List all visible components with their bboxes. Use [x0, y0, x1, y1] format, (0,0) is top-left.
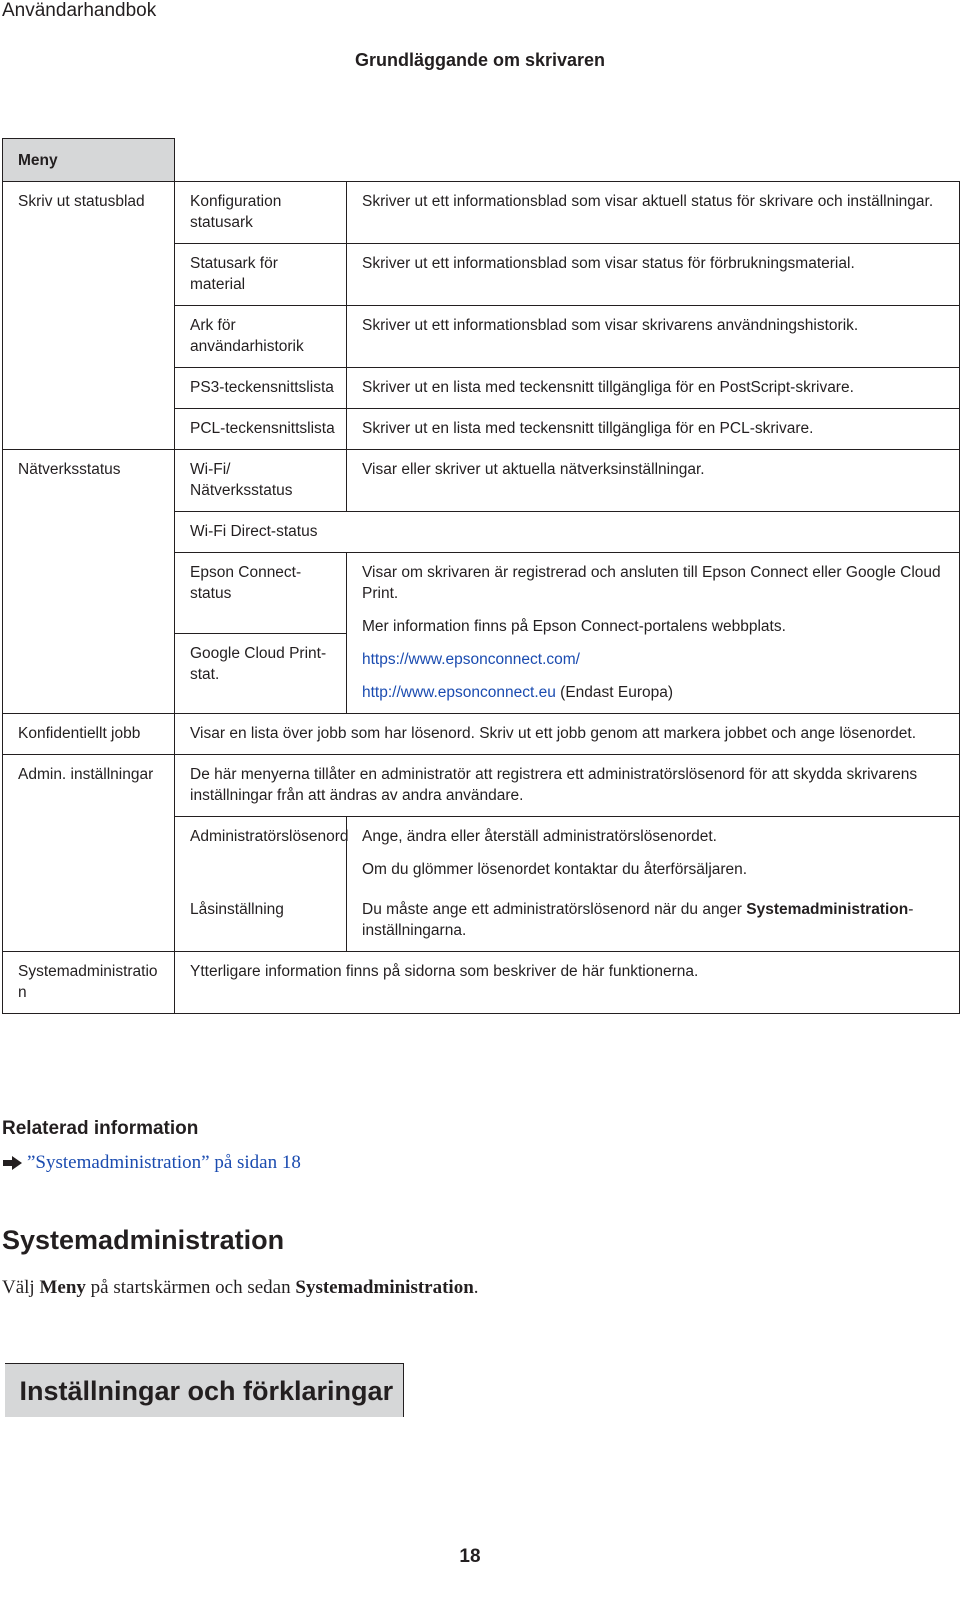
- instr-text-1: Välj: [2, 1277, 40, 1298]
- desc-wifi-status: Visar eller skriver ut aktuella nätverksinställningar.: [347, 450, 960, 512]
- section-title: Grundläggande om skrivaren: [354, 50, 606, 70]
- desc-material-sheet: Skriver ut ett informationsblad som visar status för förbrukningsmaterial.: [347, 244, 960, 306]
- menu-admin-settings: Admin. inställningar: [3, 755, 175, 952]
- menu-network-status: Nätverksstatus: [3, 450, 175, 714]
- arrow-right-icon: [2, 1155, 24, 1171]
- running-title: Användarhandbok: [2, 0, 157, 21]
- item-wifi-direct: Wi-Fi Direct-status: [175, 512, 960, 553]
- instr-text-2: på startskärmen och sedan: [85, 1277, 296, 1298]
- item-google-cloud: Google Cloud Print-stat.: [175, 633, 347, 714]
- item-pcl-fonts: PCL-teckensnittslista: [175, 409, 347, 450]
- desc-confidential-job: Visar en lista över jobb som har lösenord. Skriv ut ett jobb genom att markera jobbet och ange lösenordet.: [175, 714, 960, 755]
- item-config-sheet: Konfiguration statusark: [175, 182, 347, 244]
- admin-password-desc-2: Om du glömmer lösenordet kontaktar du återförsäljaren.: [362, 861, 748, 878]
- item-material-sheet: Statusark för material: [175, 244, 347, 306]
- instr-text-3: .: [473, 1277, 479, 1298]
- system-admin-heading: Systemadministration: [2, 1225, 285, 1255]
- table-row: [3, 952, 960, 1014]
- menu-confidential-job: Konfidentiellt jobb: [3, 714, 175, 755]
- desc-system-admin: Ytterligare information finns på sidorna som beskriver de här funktionerna.: [175, 952, 960, 1014]
- system-admin-instructions: [2, 1276, 479, 1300]
- item-admin-password: Administratörslösenord: [175, 817, 347, 891]
- menu-status-sheet: Skriv ut statusblad: [3, 182, 175, 450]
- item-lock-setting: Låsinställning: [190, 901, 284, 918]
- related-info-title: Relaterad information: [2, 1118, 199, 1139]
- item-epson-connect: Epson Connect-status: [175, 553, 347, 634]
- lock-desc-text: Du måste ange ett administratörslösenord när du anger: [362, 901, 747, 918]
- desc-epson-connect: [347, 553, 960, 714]
- lock-desc-bold: Systemadministration: [746, 901, 909, 918]
- instr-bold-sysadmin: Systemadministration: [295, 1277, 474, 1298]
- desc-pcl-fonts: Skriver ut en lista med teckensnitt tillgängliga för en PCL-skrivare.: [347, 409, 960, 450]
- table-row: [3, 450, 960, 512]
- desc-admin-password: [347, 817, 960, 891]
- desc-ps3-fonts: Skriver ut en lista med teckensnitt tillgängliga för en PostScript-skrivare.: [347, 368, 960, 409]
- item-wifi-status: Wi-Fi/ Nätverksstatus: [175, 450, 347, 512]
- item-ps3-fonts: PS3-teckensnittslista: [175, 368, 347, 409]
- epson-connect-desc: Visar om skrivaren är registrerad och ansluten till Epson Connect eller Google Cloud Print.: [362, 564, 941, 602]
- related-link-text[interactable]: ”Systemadministration” på sidan 18: [27, 1152, 301, 1173]
- menu-system-admin: Systemadministration: [3, 952, 175, 1014]
- desc-admin-settings: De här menyerna tillåter en administratör att registrera ett administratörslösenord för att skydda skrivarens inställningar från att ändras av andra användare.: [175, 755, 960, 817]
- header-menu: Meny: [3, 139, 175, 182]
- page-number: 18: [459, 1546, 481, 1567]
- more-info-text: Mer information finns på Epson Connect-portalens webbplats.: [362, 618, 786, 635]
- header-settings: Inställningar och förklaringar: [5, 1363, 405, 1417]
- item-history-sheet: Ark för användarhistorik: [175, 306, 347, 368]
- related-link[interactable]: [2, 1151, 301, 1175]
- admin-password-desc-1: Ange, ändra eller återställ administratörslösenordet.: [362, 828, 717, 845]
- desc-lock-setting: [347, 890, 960, 952]
- table-row: [3, 182, 960, 244]
- europe-only-note: (Endast Europa): [555, 684, 674, 701]
- desc-config-sheet: Skriver ut ett informationsblad som visar aktuell status för skrivare och inställningar.: [347, 182, 960, 244]
- desc-history-sheet: Skriver ut ett informationsblad som visar skrivarens användningshistorik.: [347, 306, 960, 368]
- epsonconnect-eu-link[interactable]: http://www.epsonconnect.eu: [362, 684, 556, 701]
- lock-desc-suffix: -inställningarna.: [362, 901, 914, 939]
- epsonconnect-com-link[interactable]: https://www.epsonconnect.com/: [362, 651, 580, 668]
- table-row: [3, 714, 960, 755]
- table-header-row: [3, 139, 960, 182]
- table-row: [3, 755, 960, 817]
- instr-bold-menu: Meny: [39, 1277, 86, 1298]
